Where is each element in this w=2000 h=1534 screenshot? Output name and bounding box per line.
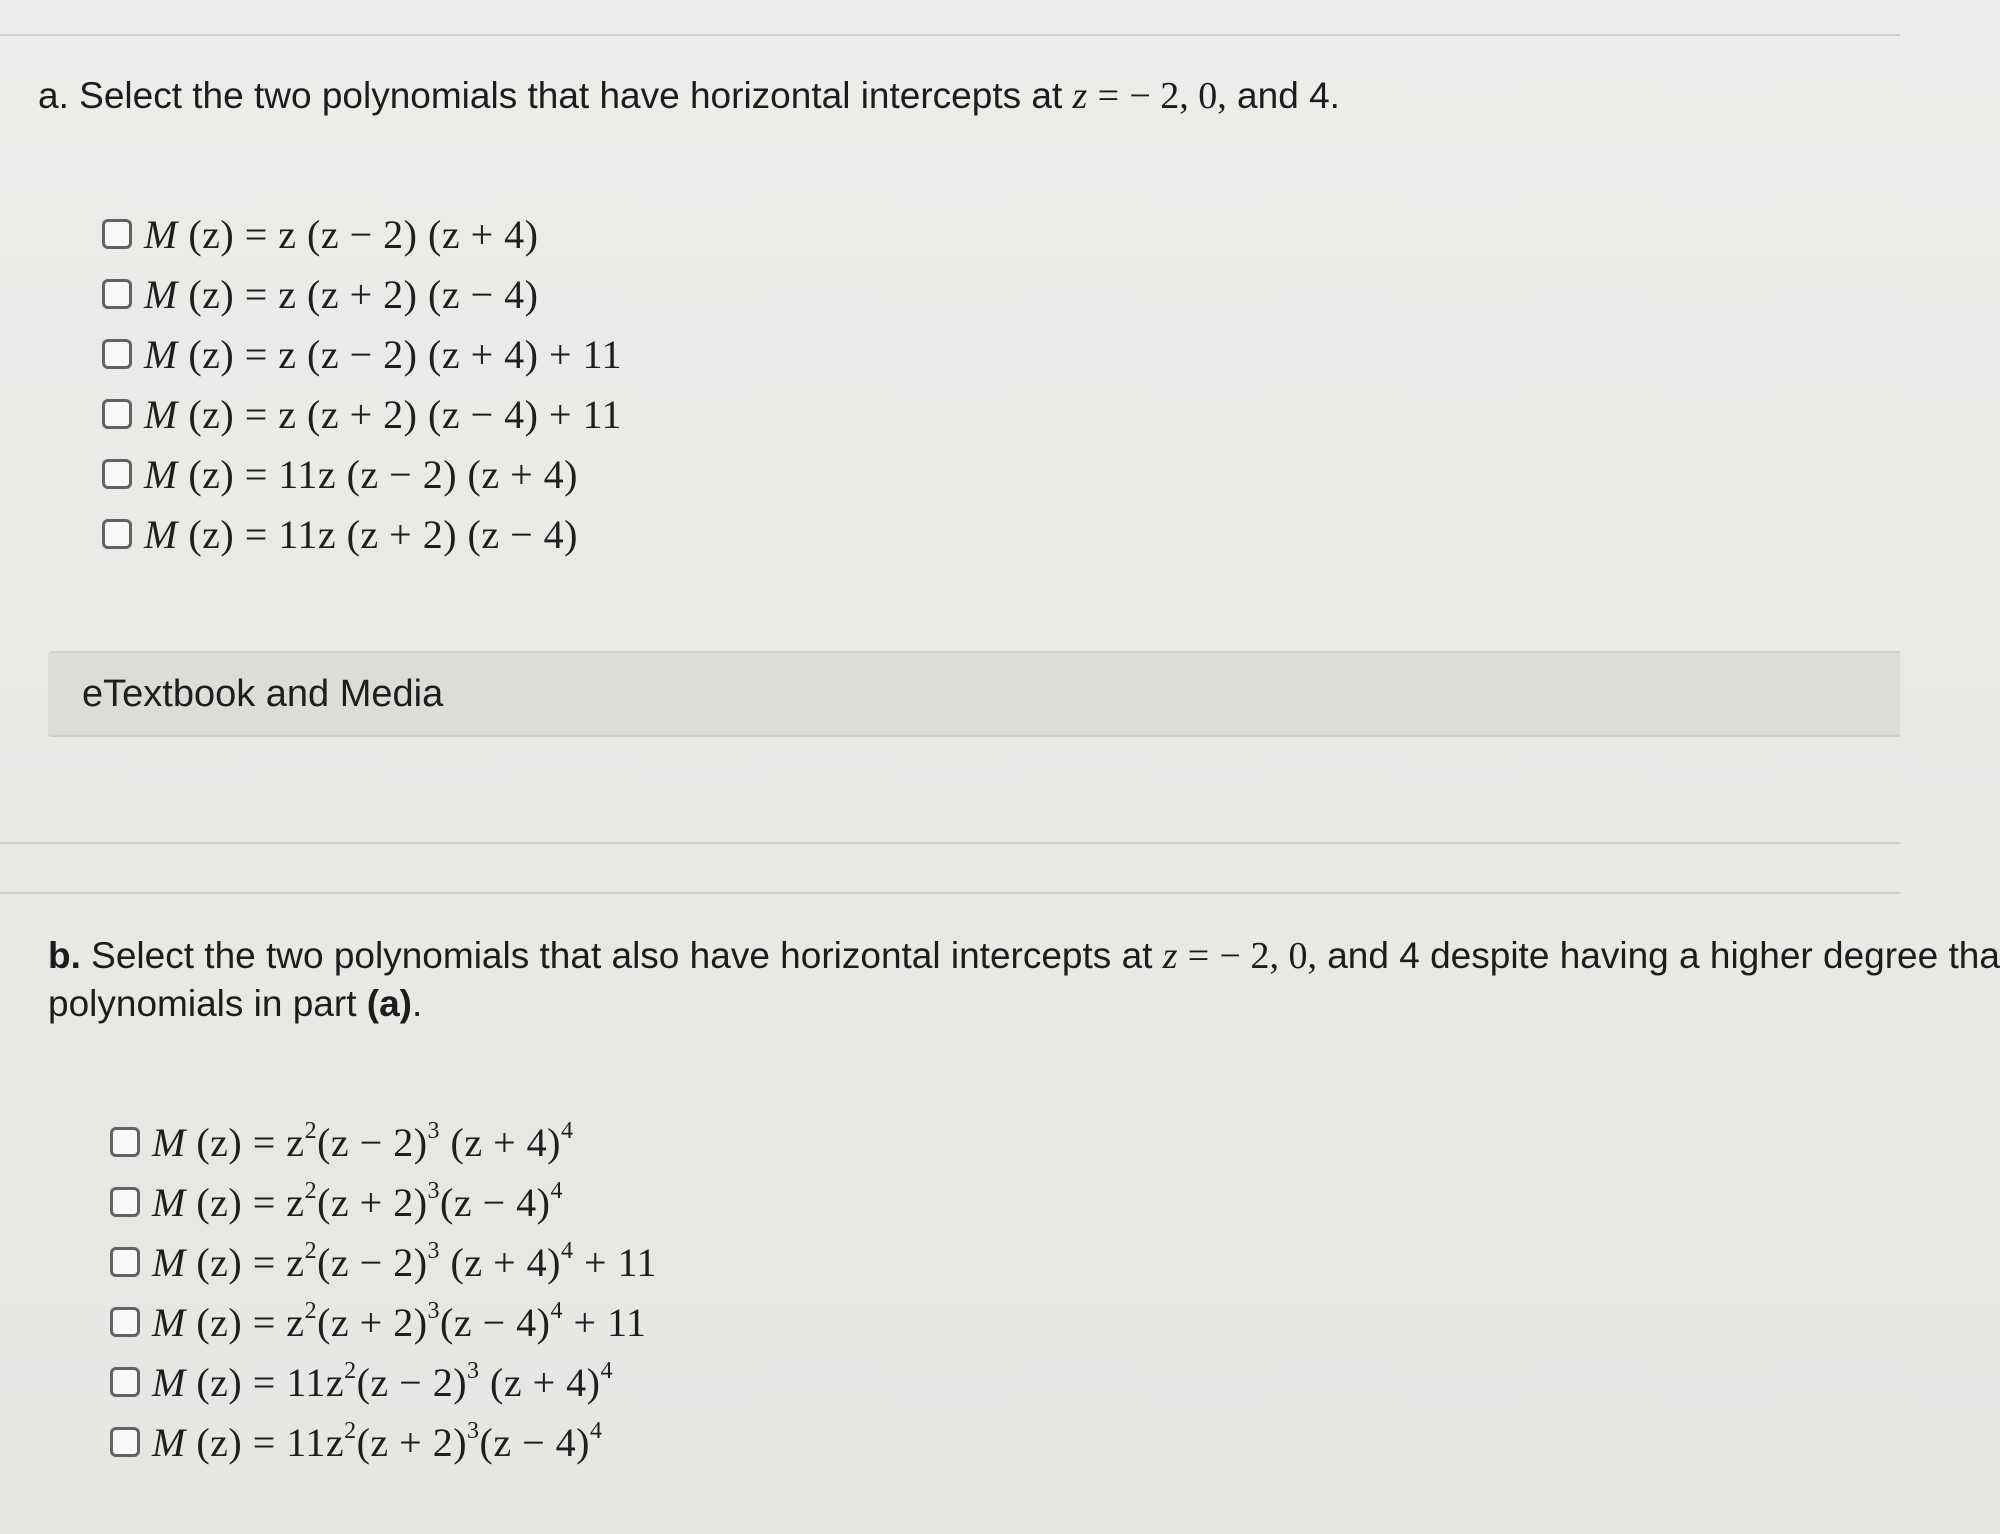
part-b-label: b. xyxy=(48,935,81,976)
formula: M $(z) = z^2(z - 2)^3$ $(z + 4)^4 + 11$ xyxy=(152,1237,658,1285)
part-a-equals: = xyxy=(1097,75,1120,117)
part-a-options xyxy=(102,204,622,564)
part-b-prompt-line2-pre: polynomials in part xyxy=(48,983,357,1024)
checkbox[interactable] xyxy=(102,519,132,549)
part-b-prompt-line2-end: . xyxy=(412,983,423,1024)
formula: M (z) = 11z (z + 2) (z − 4) xyxy=(144,511,578,557)
checkbox[interactable] xyxy=(110,1127,140,1157)
part-b-values: − 2, 0, xyxy=(1219,935,1317,977)
part-b-option-2[interactable] xyxy=(110,1172,657,1232)
part-b-options xyxy=(110,1112,657,1472)
checkbox[interactable] xyxy=(102,339,132,369)
part-a-prompt xyxy=(38,72,1340,120)
formula: M $(z) = 11z^2(z + 2)^3(z - 4)^4$ xyxy=(152,1417,603,1465)
part-b-prompt-text: Select the two polynomials that also have horizontal intercepts at xyxy=(91,935,1153,976)
part-a-option-2[interactable] xyxy=(102,264,622,324)
part-a-and: and xyxy=(1237,75,1299,116)
checkbox[interactable] xyxy=(102,219,132,249)
part-b-option-6[interactable] xyxy=(110,1412,657,1472)
formula: M $(z) = z^2(z - 2)^3$ $(z + 4)^4$ xyxy=(152,1117,574,1165)
part-b-option-5[interactable] xyxy=(110,1352,657,1412)
checkbox[interactable] xyxy=(102,399,132,429)
part-b-option-4[interactable] xyxy=(110,1292,657,1352)
part-a-values: − 2, 0, xyxy=(1129,75,1227,117)
part-b-variable: z xyxy=(1162,935,1178,977)
part-b-prompt-line2 xyxy=(48,980,422,1028)
part-a-variable: z xyxy=(1072,75,1088,117)
checkbox[interactable] xyxy=(102,279,132,309)
part-b-prompt-tail: and 4 despite having a higher degree tha xyxy=(1327,935,2000,976)
formula: M $(z) = z^2(z + 2)^3(z - 4)^4$ xyxy=(152,1177,563,1225)
part-a-option-4[interactable] xyxy=(102,384,622,444)
formula: M $(z) = 11z^2(z - 2)^3$ $(z + 4)^4$ xyxy=(152,1357,613,1405)
checkbox[interactable] xyxy=(110,1427,140,1457)
part-b-prompt xyxy=(48,932,2000,980)
part-b-reference: (a) xyxy=(366,983,412,1024)
part-a-option-6[interactable] xyxy=(102,504,622,564)
part-a-prompt-text: Select the two polynomials that have horizontal intercepts at xyxy=(79,75,1063,116)
section-divider-top xyxy=(0,842,1900,844)
formula: M (z) = z (z + 2) (z − 4) xyxy=(144,271,539,317)
formula: M (z) = z (z + 2) (z − 4) + 11 xyxy=(144,391,623,437)
part-a-last-value: 4. xyxy=(1309,75,1340,116)
part-a-label: a. xyxy=(38,75,69,116)
section-divider-bottom xyxy=(0,892,1900,894)
part-b-option-3[interactable] xyxy=(110,1232,657,1292)
formula: M $(z) = z^2(z + 2)^3(z - 4)^4 + 11$ xyxy=(152,1297,647,1345)
formula: M (z) = z (z − 2) (z + 4) xyxy=(144,211,539,257)
checkbox[interactable] xyxy=(102,459,132,489)
checkbox[interactable] xyxy=(110,1247,140,1277)
etextbook-media-bar[interactable] xyxy=(48,651,1900,737)
checkbox[interactable] xyxy=(110,1367,140,1397)
formula: M (z) = z (z − 2) (z + 4) + 11 xyxy=(144,331,623,377)
part-a-option-1[interactable] xyxy=(102,204,622,264)
part-a-option-5[interactable] xyxy=(102,444,622,504)
checkbox[interactable] xyxy=(110,1307,140,1337)
part-a-option-3[interactable] xyxy=(102,324,622,384)
part-b-option-1[interactable] xyxy=(110,1112,657,1172)
part-b-equals: = xyxy=(1187,935,1210,977)
top-divider xyxy=(0,34,1900,36)
checkbox[interactable] xyxy=(110,1187,140,1217)
etextbook-media-label[interactable]: eTextbook and Media xyxy=(82,673,444,715)
formula: M (z) = 11z (z − 2) (z + 4) xyxy=(144,451,578,497)
